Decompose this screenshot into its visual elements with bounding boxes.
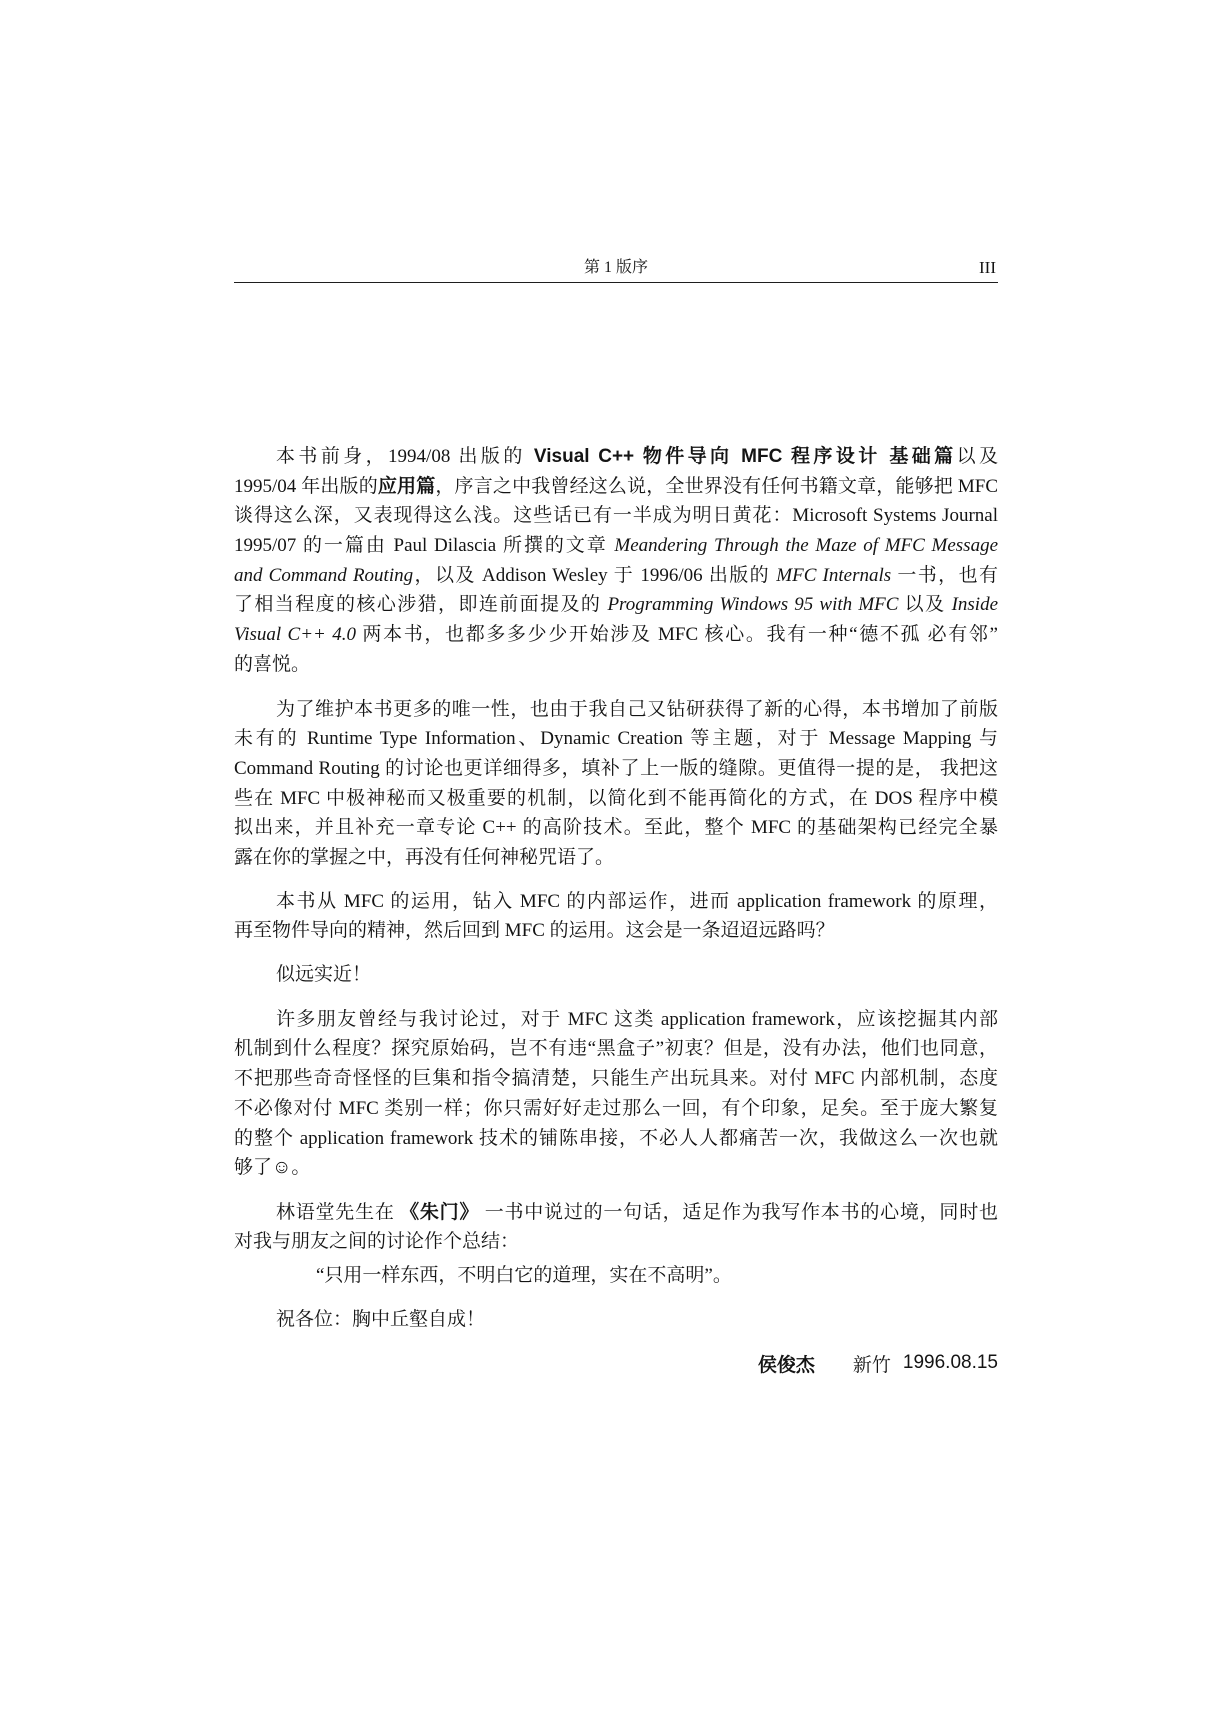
text-line — [234, 501, 998, 531]
signature-author: 侯俊杰 — [757, 1354, 815, 1376]
paragraph-4 — [234, 960, 998, 990]
text-line: 不必像对付 MFC 类别一样；你只需好好走过那么一回，有个印象，足矣。至于庞大繁复 — [234, 1097, 998, 1119]
text-run: 了相当程度的核心涉猎，即连前面提及的 — [234, 594, 608, 616]
text-run: 以及 — [898, 594, 952, 616]
text-line: 露在你的掌握之中，再没有任何神秘咒语了。 — [234, 847, 615, 869]
text-run: 以及 — [956, 446, 998, 467]
text-run: 一书，也有 — [891, 564, 998, 586]
text-line: 机制到什么程度？探究原始码，岂不有违“黑盒子”初衷？但是，没有办法，他们也同意， — [234, 1038, 998, 1060]
text-run: ，以及 Addison Wesley 于 1996/06 出版的 — [413, 564, 777, 586]
signature — [234, 1348, 998, 1378]
text-line: 不把那些奇奇怪怪的巨集和指令搞清楚，只能生产出玩具来。对付 MFC 内部机制，态度 — [234, 1068, 998, 1090]
text-run: 两本书，也都多多少少开始涉及 MFC 核心。我有一种“德不孤 必有邻” — [356, 624, 998, 646]
text-line: 许多朋友曾经与我讨论过，对于 MFC 这类 application framework，应该挖掘其内部 — [276, 1008, 998, 1030]
book-title-bold: 应用篇 — [377, 475, 436, 497]
paragraph-1 — [234, 442, 998, 680]
text-line: 本书从 MFC 的运用，钻入 MFC 的内部运作，进而 application framework 的原理， — [276, 890, 998, 912]
text-line: 祝各位：胸中丘壑自成！ — [276, 1308, 486, 1330]
paragraph-5 — [234, 1005, 998, 1183]
text-run: 1995/04 年出版的 — [234, 475, 378, 497]
book-title-italic: MFC Internals — [776, 564, 892, 586]
text-line: 拟出来，并且补充一章专论 C++ 的高阶技术。至此，整个 MFC 的基础架构已经完全暴 — [234, 817, 998, 839]
book-title-italic: Inside — [951, 594, 998, 616]
quotation — [316, 1261, 998, 1291]
text-line — [234, 620, 998, 650]
text-line: 对我与朋友之间的讨论作个总结： — [234, 1231, 520, 1253]
text-line — [234, 442, 998, 472]
text-line: 够了☺。 — [234, 1157, 311, 1179]
running-header — [234, 254, 998, 283]
paragraph-2 — [234, 695, 998, 873]
text-run: 林语堂先生在 — [276, 1201, 401, 1223]
text-run: ，序言之中我曾经这么说，全世界没有任何书籍文章，能够把 MFC — [435, 475, 998, 497]
text-run: 1995/07 的一篇由 Paul Dilascia 所撰的文章 — [234, 535, 615, 557]
book-title-italic: Visual C++ 4.0 — [234, 624, 357, 646]
text-line: 的整个 application framework 技术的铺陈串接，不必人人都痛苦一次，我做这么一次也就 — [234, 1127, 998, 1149]
text-line: Command Routing 的讨论也更详细得多，填补了上一版的缝隙。更值得一提的是， 我把这 — [234, 757, 998, 779]
text-line: 为了维护本书更多的唯一性，也由于我自己又钻研获得了新的心得，本书增加了前版 — [276, 698, 998, 720]
text-run: 的喜悦。 — [234, 653, 311, 675]
paragraph-3 — [234, 887, 998, 946]
text-line — [234, 650, 998, 680]
article-title-italic: Meandering Through the Maze of MFC Message — [614, 535, 998, 557]
text-line — [234, 531, 998, 561]
signature-place: 新竹 — [852, 1354, 891, 1376]
quotation-line: “只用一样东西，不明白它的道理，实在不高明”。 — [316, 1265, 732, 1286]
page-number: III — [979, 258, 996, 277]
book-title-bold: Visual C++ 物件导向 MFC 程序设计 基础篇 — [533, 446, 957, 467]
text-line: 再至物件导向的精神，然后回到 MFC 的运用。这会是一条迢迢远路吗？ — [234, 920, 835, 942]
book-title-bold: 《朱门》 — [400, 1201, 480, 1223]
paragraph-7 — [234, 1305, 998, 1335]
signature-date: 1996.08.15 — [902, 1352, 998, 1373]
article-title-italic: and Command Routing — [234, 564, 414, 586]
text-line — [234, 590, 998, 620]
text-run: 本书前身，1994/08 出版的 — [276, 446, 534, 467]
paragraph-6 — [234, 1198, 998, 1257]
text-run: 谈得这么深，又表现得这么浅。这些话已有一半成为明日黄花：Microsoft Systems Journal — [234, 505, 998, 527]
text-line — [234, 472, 998, 502]
text-line — [234, 1198, 998, 1228]
header-title: 第 1 版序 — [583, 259, 648, 276]
text-line: 些在 MFC 中极神秘而又极重要的机制，以简化到不能再简化的方式，在 DOS 程序中模 — [234, 787, 998, 809]
book-title-italic: Programming Windows 95 with MFC — [607, 594, 899, 616]
text-line: 似远实近！ — [276, 964, 372, 985]
text-line: 未有的 Runtime Type Information、Dynamic Creation 等主题，对于 Message Mapping 与 — [234, 728, 998, 750]
text-line — [234, 561, 998, 591]
text-run: 一书中说过的一句话，适足作为我写作本书的心境，同时也 — [479, 1201, 998, 1223]
